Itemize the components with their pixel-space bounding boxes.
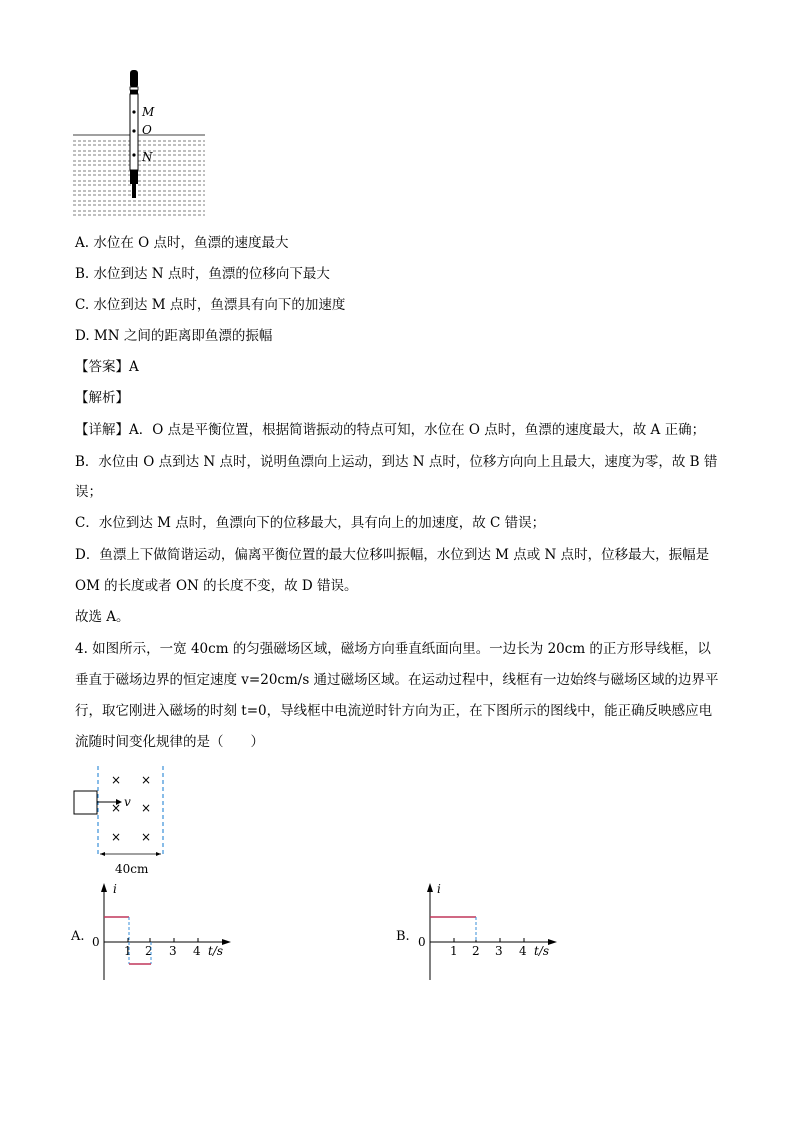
y-axis-arrow	[427, 883, 433, 892]
x-axis-arrow	[548, 939, 557, 945]
x-axis-label: t/s	[208, 944, 224, 958]
graph-a	[88, 880, 238, 985]
water-hatching	[73, 135, 205, 215]
y-axis-arrow	[101, 883, 107, 892]
origin-label: 0	[418, 935, 426, 949]
x-tick-label: 2	[472, 944, 480, 958]
analysis-title: 【解析】	[75, 390, 129, 406]
field-cross: ×	[141, 830, 152, 844]
q4-line-2: 垂直于磁场边界的恒定速度 v=20cm/s 通过磁场区域。在运动过程中，线框有一边始终与磁场区域的边界平	[75, 672, 719, 688]
label-o: O	[142, 123, 152, 137]
x-tick-label: 1	[124, 944, 132, 958]
float-water-figure	[70, 65, 210, 225]
fishing-float	[130, 70, 138, 198]
detail-line-3: 误；	[75, 484, 102, 500]
detail-line-4: C．水位到达 M 点时，鱼漂向下的位移最大，具有向上的加速度，故 C 错误；	[75, 515, 546, 531]
x-tick-label: 4	[193, 944, 201, 958]
velocity-label: v	[124, 795, 131, 809]
detail-line-7: 故选 A。	[75, 609, 130, 625]
x-tick-label: 3	[495, 944, 503, 958]
q4-line-1: 4. 如图所示，一宽 40cm 的匀强磁场区域，磁场方向垂直纸面向里。一边长为 20cm 的正方形导线框，以	[75, 641, 711, 657]
detail-line-5: D．鱼漂上下做简谐运动，偏离平衡位置的最大位移叫振幅，水位到达 M 点或 N 点时，位移最大，振幅是	[75, 547, 710, 563]
origin-label: 0	[92, 935, 100, 949]
x-axis-arrow	[222, 939, 231, 945]
label-m: M	[142, 105, 155, 119]
detail-line-1: 【详解】A．O 点是平衡位置，根据简谐振动的特点可知，水位在 O 点时，鱼漂的速度最大，故 A 正确；	[75, 422, 706, 438]
x-axis-label: t/s	[534, 944, 550, 958]
magnetic-field-figure	[70, 762, 190, 880]
option-d: D. MN 之间的距离即鱼漂的振幅	[75, 328, 273, 344]
width-label: 40cm	[115, 862, 149, 876]
answer: 【答案】A	[75, 359, 139, 375]
y-axis-label: i	[113, 882, 117, 896]
dimension-arrow-left	[100, 852, 105, 856]
field-cross: ×	[111, 801, 122, 815]
dimension-arrow-right	[156, 852, 161, 856]
q4-line-3: 行，取它刚进入磁场的时刻 t=0，导线框中电流逆时针方向为正，在下图所示的图线中，能正确反映感应电	[75, 703, 713, 719]
x-tick-label: 2	[145, 944, 153, 958]
x-tick-label: 3	[169, 944, 177, 958]
detail-line-2: B．水位由 O 点到达 N 点时，说明鱼漂向上运动，到达 N 点时，位移方向向上且最大，速度为零，故 B 错	[75, 454, 718, 470]
x-tick-label: 4	[519, 944, 527, 958]
square-loop	[74, 791, 97, 814]
graph-b	[414, 880, 564, 985]
q4-line-4: 流随时间变化规律的是（ ）	[75, 734, 264, 750]
option-b: B. 水位到达 N 点时，鱼漂的位移向下最大	[75, 266, 330, 282]
graph-b-label: B.	[396, 929, 410, 944]
field-cross: ×	[111, 830, 122, 844]
x-tick-label: 1	[450, 944, 458, 958]
field-cross: ×	[111, 773, 122, 787]
y-axis-label: i	[437, 882, 441, 896]
field-cross: ×	[141, 773, 152, 787]
label-n: N	[142, 150, 153, 164]
detail-line-6: OM 的长度或者 ON 的长度不变，故 D 错误。	[75, 578, 358, 594]
graph-a-label: A.	[71, 929, 85, 944]
field-cross: ×	[141, 801, 152, 815]
option-a: A. 水位在 O 点时，鱼漂的速度最大	[75, 235, 289, 251]
option-c: C. 水位到达 M 点时，鱼漂具有向下的加速度	[75, 297, 346, 313]
